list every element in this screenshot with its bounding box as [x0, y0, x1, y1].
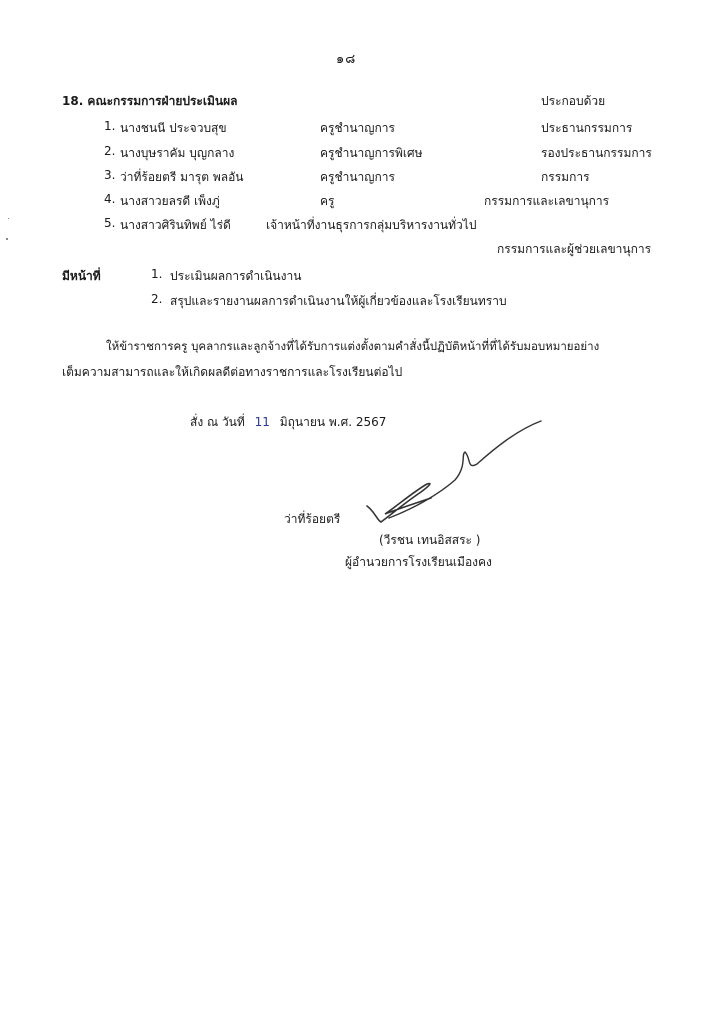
handwritten-signature — [355, 418, 555, 533]
duty-text: สรุปและรายงานผลการดำเนินงานให้ผู้เกี่ยวข้องและโรงเรียนทราบ — [170, 294, 507, 308]
member-role: ประธานกรรมการ — [541, 121, 633, 135]
order-date-prefix: สั่ง ณ วันที่ — [190, 415, 245, 429]
signatory-title: ว่าที่ร้อยตรี — [284, 512, 341, 526]
signatory-name: (วีรชน เทนอิสสระ ) — [379, 533, 481, 547]
member-number: 3. — [104, 168, 116, 182]
duties-label: มีหน้าที่ — [62, 269, 101, 283]
page-number: ๑๘ — [336, 52, 357, 67]
member-role: กรรมการ — [541, 170, 590, 184]
member-number: 2. — [104, 144, 116, 158]
duty-text: ประเมินผลการดำเนินงาน — [170, 269, 302, 283]
member-position: เจ้าหน้าที่งานธุรการกลุ่มบริหารงานทั่วไป — [266, 218, 477, 232]
member-name: นางสาวศิรินทิพย์ ไร่ดี — [120, 218, 231, 232]
member-position: ครูชำนาญการ — [320, 170, 395, 184]
scan-speck — [8, 218, 9, 219]
composed-of-label: ประกอบด้วย — [541, 94, 606, 108]
member-position: ครูชำนาญการ — [320, 121, 395, 135]
member-position: ครู — [320, 194, 335, 208]
order-date-month-year: มิถุนายน พ.ศ. 2567 — [279, 415, 387, 429]
member-number: 1. — [104, 119, 116, 133]
member-name: ว่าที่ร้อยตรี มารุต พลอัน — [120, 170, 244, 184]
closing-line-1: ให้ข้าราชการครู บุคลากรและลูกจ้างที่ได้รับการแต่งตั้งตามคำสั่งนี้ปฏิบัติหน้าที่ที่ได้รับมอบหมายอย่าง — [106, 339, 600, 353]
member-position: ครูชำนาญการพิเศษ — [320, 146, 423, 160]
member-role: กรรมการและเลขานุการ — [484, 194, 610, 208]
order-date-day: 11 — [254, 415, 270, 429]
member-number: 4. — [104, 192, 116, 206]
member-name: นางบุษราคัม บุญกลาง — [120, 146, 235, 160]
duty-number: 1. — [151, 267, 163, 281]
member-name: นางชนนี ประจวบสุข — [120, 121, 227, 135]
section-heading: 18. คณะกรรมการฝ่ายประเมินผล — [62, 94, 238, 108]
duty-number: 2. — [151, 292, 163, 306]
signatory-position: ผู้อำนวยการโรงเรียนเมืองคง — [345, 555, 492, 569]
member-name: นางสาวยลรดี เพ็งภู่ — [120, 194, 220, 208]
member-role: กรรมการและผู้ช่วยเลขานุการ — [497, 242, 652, 256]
scan-speck — [6, 238, 8, 240]
member-role: รองประธานกรรมการ — [541, 146, 652, 160]
member-number: 5. — [104, 216, 116, 230]
closing-line-2: เต็มความสามารถและให้เกิดผลดีต่อทางราชการและโรงเรียนต่อไป — [62, 365, 403, 379]
